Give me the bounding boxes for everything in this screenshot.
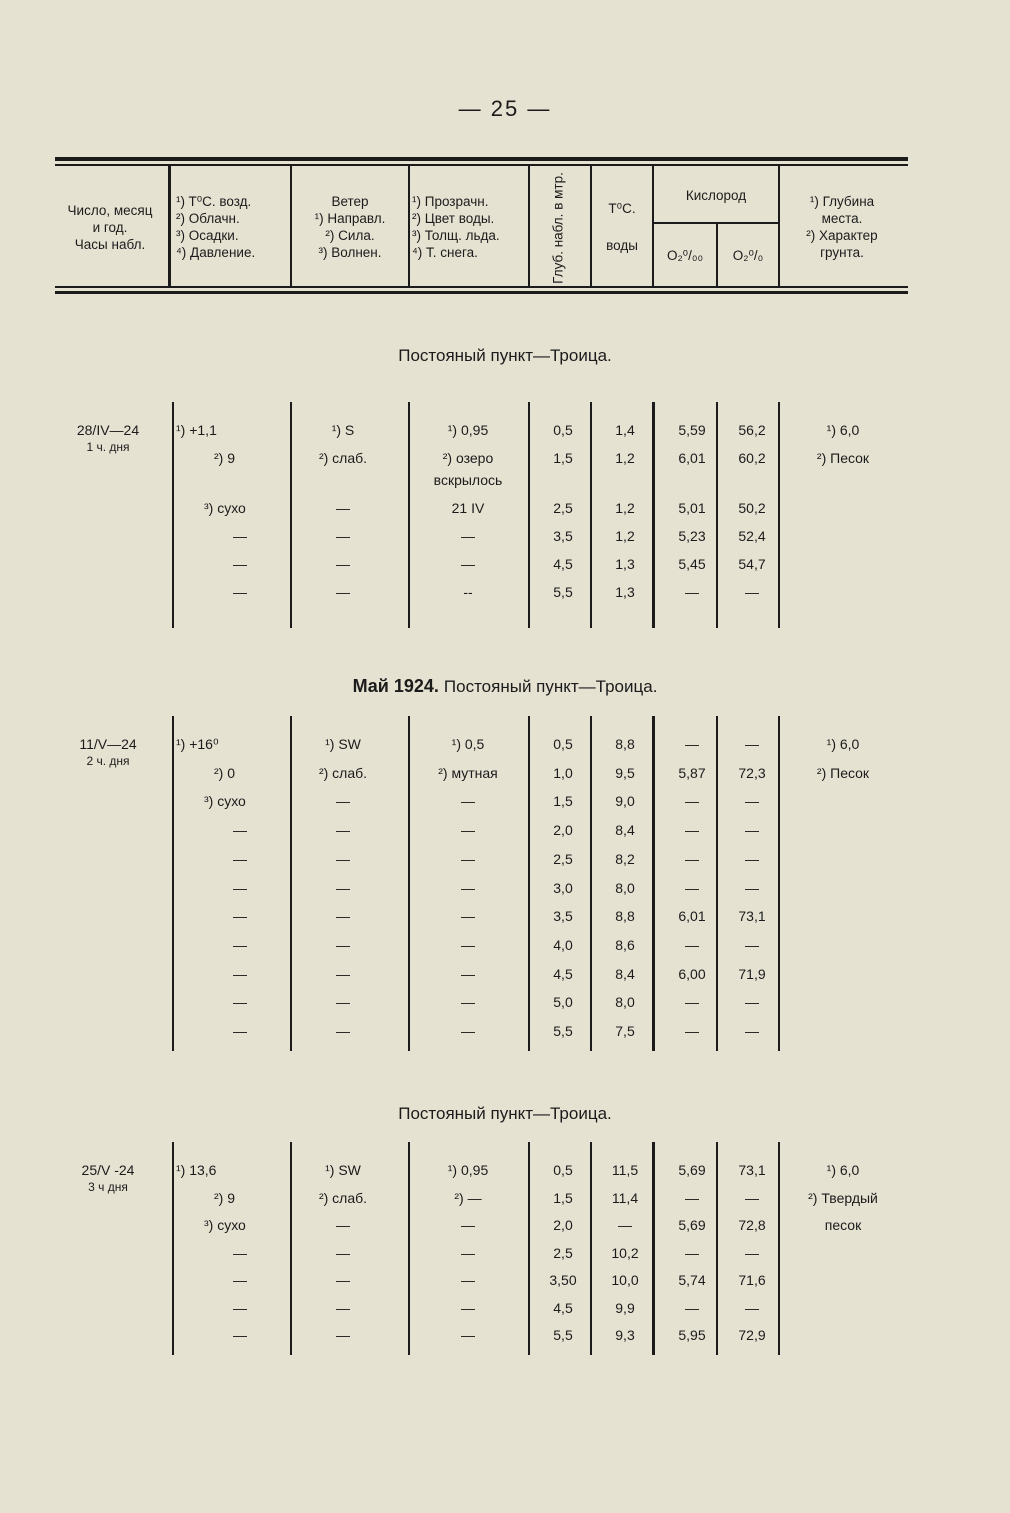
header-wind-line: ²) Сила. [325,228,375,243]
cell-depth: 4,0 [553,936,573,953]
section-title-text: Постояный пункт—Троица. [398,1104,612,1123]
cell-o2b: 73,1 [738,1162,766,1178]
cell-clarity: ¹) 0,5 [451,736,485,752]
header-oxygen-title [654,168,778,222]
cell-clarity: -- [463,584,473,600]
column-divider [408,1142,410,1355]
cell-o2b: 50,2 [738,500,766,516]
cell-soil: песок [824,1217,862,1233]
cell-air: ¹) +1,1 [176,422,217,438]
cell-o2a: 6,01 [678,908,706,925]
date-text: 25/V -24 [81,1162,135,1178]
cell-air: — [233,965,247,982]
cell-air: ²) 0 [214,764,235,781]
cell-o2b: — [745,793,759,810]
cell-clarity: — [461,1327,475,1343]
column-divider [652,402,655,628]
cell-o2b: — [745,879,759,896]
cell-clarity: — [461,965,475,982]
cell-temp: 8,2 [615,850,635,867]
cell-depth: 5,0 [553,994,573,1011]
cell-o2a: — [685,879,699,896]
header-water-line: ⁴) Т. снега. [412,245,478,260]
cell-wind: — [336,556,350,572]
cell-air: ¹) 13,6 [176,1162,217,1178]
header-ground-line: ²) Характер [806,228,878,243]
header-ground-line: грунта. [820,245,864,260]
cell-o2b: — [745,736,759,752]
cell-temp: 8,4 [615,822,635,839]
cell-soil: ²) Песок [816,764,870,781]
header-top-rule-thin [55,164,908,166]
header-water-line: ¹) Прозрачн. [412,194,489,209]
cell-o2b: — [745,936,759,953]
cell-o2b: — [745,850,759,867]
cell-wind: — [336,850,350,867]
cell-wind: — [336,1244,350,1261]
header-wind-line: ¹) Направл. [314,211,386,226]
cell-air: — [233,1299,247,1316]
cell-o2a: — [685,822,699,839]
cell-air: ²) 9 [214,450,235,466]
cell-clarity: ¹) 0,95 [447,422,489,438]
cell-o2a: 5,74 [678,1272,706,1288]
cell-soil: ²) Твердый [808,1189,878,1206]
cell-wind: ¹) SW [325,736,361,752]
header-air-line: ³) Осадки. [176,228,239,243]
cell-clarity: ²) — [454,1189,482,1206]
header-divider [778,164,780,288]
header-depth-column [528,170,588,286]
column-divider [528,1142,530,1355]
header-date-line: Часы набл. [74,236,146,252]
cell-o2a: 6,01 [678,450,706,466]
cell-air: ¹) +16⁰ [176,736,219,752]
cell-o2b: — [745,1023,759,1039]
cell-depth: 4,5 [553,965,573,982]
cell-air: — [233,850,247,867]
cell-soil: ¹) 6,0 [826,1162,860,1178]
cell-air: ³) сухо [204,793,246,810]
cell-o2a: — [685,994,699,1011]
header-water-column [412,168,528,286]
cell-o2b: 72,3 [738,764,766,781]
cell-o2a: 5,01 [678,500,706,516]
cell-depth: 2,5 [553,850,573,867]
cell-temp: 7,5 [615,1023,635,1039]
observation-date [48,1162,168,1196]
header-top-rule [55,157,908,161]
header-water-line: ³) Толщ. льда. [412,228,500,243]
column-divider [290,402,292,628]
header-temp-sublabel: воды [606,238,638,253]
cell-o2a: — [685,793,699,810]
header-divider [408,164,410,288]
cell-temp: 8,0 [615,994,635,1011]
column-divider [590,1142,592,1355]
cell-depth: 5,5 [553,1023,573,1039]
header-date-line: Число, месяц [67,202,153,218]
header-wind-line: ³) Волнен. [318,245,382,260]
cell-o2a: 5,45 [678,556,706,572]
column-divider [778,716,780,1051]
cell-o2b: 56,2 [738,422,766,438]
cell-clarity: — [461,528,475,544]
cell-o2b: — [745,1299,759,1316]
cell-temp: 8,0 [615,879,635,896]
column-divider [290,716,292,1051]
cell-o2b: 71,6 [738,1272,766,1288]
cell-temp: — [618,1217,632,1233]
cell-depth: 1,5 [553,1189,573,1206]
column-divider [408,402,410,628]
oxygen-label: Кислород [685,187,747,203]
column-divider [290,1142,292,1355]
cell-o2a: 5,95 [678,1327,706,1343]
column-divider [716,716,718,1051]
cell-depth: 3,50 [549,1272,577,1288]
cell-air: — [233,1272,247,1288]
cell-depth: 2,5 [553,1244,573,1261]
cell-air: — [233,1023,247,1039]
cell-o2b: 60,2 [738,450,766,466]
cell-depth: 1,5 [553,793,573,810]
cell-clarity: — [461,936,475,953]
time-text: 2 ч. дня [86,754,130,768]
cell-o2a: — [685,736,699,752]
cell-temp: 9,5 [615,764,635,781]
cell-o2b: — [745,1244,759,1261]
cell-depth: 4,5 [553,1299,573,1316]
header-wind-column [292,168,408,286]
header-water-line: ²) Цвет воды. [412,211,495,226]
column-divider [172,716,174,1051]
cell-wind: — [336,584,350,600]
cell-depth: 5,5 [553,1327,573,1343]
cell-clarity: — [461,879,475,896]
cell-temp: 1,3 [615,584,635,600]
cell-clarity: ²) мутная [438,764,498,781]
cell-o2a: — [685,850,699,867]
column-divider [172,402,174,628]
column-divider [528,402,530,628]
cell-wind: ¹) SW [325,1162,361,1178]
cell-depth: 3,5 [553,528,573,544]
cell-clarity: — [461,1272,475,1288]
cell-air: ³) сухо [204,500,246,516]
cell-depth: 2,0 [553,1217,573,1233]
cell-temp: 9,9 [615,1299,635,1316]
header-bottom-rule-thick [55,291,908,294]
cell-temp: 1,2 [615,450,635,466]
cell-wind: — [336,1299,350,1316]
cell-wind: — [336,1023,350,1039]
column-divider [778,1142,780,1355]
cell-wind: — [336,936,350,953]
cell-wind: ²) слаб. [318,450,368,466]
cell-o2b: 52,4 [738,528,766,544]
cell-temp: 11,5 [611,1162,639,1178]
cell-clarity: — [461,1023,475,1039]
header-ground-line: места. [821,211,863,226]
cell-wind: — [336,879,350,896]
header-date-line: и год. [92,219,128,235]
cell-depth: 0,5 [553,1162,573,1178]
date-text: 28/IV—24 [76,422,140,438]
cell-wind: — [336,965,350,982]
cell-o2a: 6,00 [678,965,706,982]
section-title-text: Постояный пункт—Троица. [398,346,612,365]
time-text: 3 ч дня [88,1180,128,1194]
cell-o2a: — [685,936,699,953]
cell-o2a: 5,23 [678,528,706,544]
cell-o2b: 54,7 [738,556,766,572]
header-ground-line: ¹) Глубина [809,194,875,209]
header-air-line: ¹) T⁰C. возд. [176,194,252,209]
cell-wind: — [336,1272,350,1288]
cell-depth: 1,5 [553,450,573,466]
column-divider [652,1142,655,1355]
cell-wind: — [336,528,350,544]
cell-o2b: 72,8 [738,1217,766,1233]
header-temp-label: T⁰C. [608,201,636,216]
cell-temp: 9,3 [615,1327,635,1343]
cell-o2a: — [685,1023,699,1039]
cell-soil: ²) Песок [816,450,870,466]
cell-wind: — [336,994,350,1011]
cell-air: — [233,822,247,839]
cell-temp: 10,2 [611,1244,639,1261]
cell-o2b: 72,9 [738,1327,766,1343]
cell-o2b: — [745,994,759,1011]
column-divider [778,402,780,628]
cell-air: — [233,1327,247,1343]
date-text: 11/V—24 [79,736,137,752]
cell-o2b: 73,1 [738,908,766,925]
cell-wind: — [336,793,350,810]
oxygen-a-label: O₂⁰/₀₀ [666,247,704,263]
header-depth-label: Глуб. набл. в мтр. [550,172,566,284]
cell-air: — [233,994,247,1011]
column-divider [652,716,655,1051]
observation-date [48,422,168,456]
cell-air: — [233,879,247,896]
observation-date [48,736,168,770]
cell-air: — [233,528,247,544]
column-divider [590,716,592,1051]
column-divider [590,402,592,628]
header-divider [168,164,171,288]
cell-clarity: — [461,556,475,572]
cell-o2a: — [685,1244,699,1261]
cell-clarity: — [461,908,475,925]
cell-o2a: — [685,1299,699,1316]
cell-o2b: — [745,1189,759,1206]
cell-clarity: ¹) 0,95 [447,1162,489,1178]
cell-air: ³) сухо [204,1217,246,1233]
column-divider [172,1142,174,1355]
cell-clarity: 21 IV [451,500,485,516]
cell-depth: 0,5 [553,422,573,438]
cell-clarity: — [461,793,475,810]
column-divider [716,1142,718,1355]
cell-temp: 1,2 [615,528,635,544]
cell-clarity: вскрылось [433,472,503,488]
cell-air: — [233,584,247,600]
cell-air: — [233,908,247,925]
cell-air: ²) 9 [214,1189,235,1206]
cell-clarity: — [461,1217,475,1233]
header-oxygen-a [654,224,716,286]
cell-depth: 0,5 [553,736,573,752]
cell-wind: — [336,822,350,839]
cell-o2a: 5,59 [678,422,706,438]
cell-o2a: 5,87 [678,764,706,781]
cell-wind: ²) слаб. [318,764,368,781]
time-text: 1 ч. дня [86,440,130,454]
cell-temp: 1,4 [615,422,635,438]
cell-wind: — [336,1217,350,1233]
cell-clarity: — [461,994,475,1011]
header-air-column [176,168,290,286]
column-divider [528,716,530,1051]
header-bottom-rule [55,286,908,288]
cell-o2a: 5,69 [678,1162,706,1178]
cell-temp: 1,2 [615,500,635,516]
cell-o2a: 5,69 [678,1217,706,1233]
cell-soil: ¹) 6,0 [826,422,860,438]
cell-o2a: — [685,1189,699,1206]
cell-wind: — [336,500,350,516]
cell-soil: ¹) 6,0 [826,736,860,752]
page-number: — 25 — [458,96,552,121]
cell-clarity: ²) озеро [442,450,494,466]
cell-o2a: — [685,584,699,600]
cell-o2b: 71,9 [738,965,766,982]
cell-clarity: — [461,1299,475,1316]
cell-temp: 9,0 [615,793,635,810]
cell-depth: 3,0 [553,879,573,896]
section-title [0,676,1010,697]
cell-wind: — [336,1327,350,1343]
column-divider [716,402,718,628]
cell-clarity: — [461,1244,475,1261]
cell-temp: 1,3 [615,556,635,572]
cell-temp: 8,8 [615,908,635,925]
header-wind-line: Ветер [331,194,369,209]
section-title [0,1104,1010,1124]
section-title [0,346,1010,366]
header-air-line: ⁴) Давление. [176,245,256,260]
cell-clarity: — [461,822,475,839]
cell-depth: 3,5 [553,908,573,925]
cell-o2b: — [745,584,759,600]
oxygen-b-label: O₂⁰/₀ [732,247,764,263]
column-divider [408,716,410,1051]
section-title-month: Май 1924. [352,676,444,696]
cell-wind: ²) слаб. [318,1189,368,1206]
cell-temp: 10,0 [611,1272,639,1288]
header-temp-column [592,168,652,286]
cell-depth: 1,0 [553,764,573,781]
cell-o2b: — [745,822,759,839]
cell-depth: 2,0 [553,822,573,839]
cell-temp: 8,6 [615,936,635,953]
cell-depth: 5,5 [553,584,573,600]
header-ground-column [782,168,902,286]
cell-depth: 2,5 [553,500,573,516]
cell-air: — [233,1244,247,1261]
cell-temp: 8,4 [615,965,635,982]
cell-depth: 4,5 [553,556,573,572]
header-air-line: ²) Облачн. [176,211,240,226]
cell-air: — [233,556,247,572]
cell-temp: 11,4 [611,1189,639,1206]
header-oxygen-b [718,224,778,286]
section-title-text: Постояный пункт—Троица. [443,677,658,696]
cell-wind: ¹) S [331,422,355,438]
cell-air: — [233,936,247,953]
cell-clarity: — [461,850,475,867]
cell-temp: 8,8 [615,736,635,752]
header-date-column [52,168,168,286]
cell-wind: — [336,908,350,925]
